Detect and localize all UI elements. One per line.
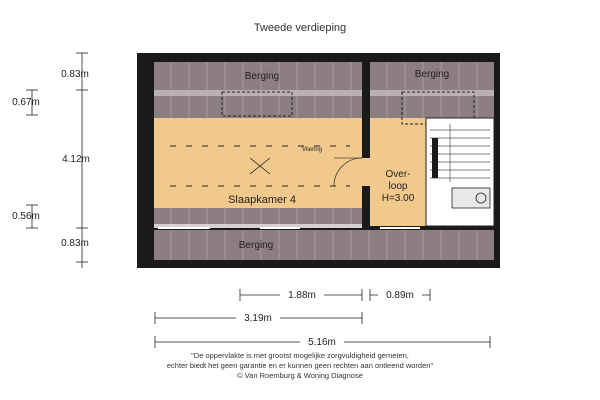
- dim-total-width: 5.16m: [308, 337, 336, 348]
- dim-overloop-partial: 0.89m: [386, 290, 414, 301]
- slope-bottom-left: [154, 208, 362, 226]
- slope-top-left: [154, 96, 362, 118]
- label-berging-top-right: Berging: [414, 69, 450, 80]
- dim-main: 4.12m: [62, 154, 90, 165]
- washbasin: [452, 188, 490, 208]
- dim-bottom-berging: 0.83m: [61, 238, 89, 249]
- dim-lower-step: 0.56m: [12, 211, 40, 222]
- disclaimer-line-1: "De oppervlakte is met grootst mogelijke zorgvuldigheid gemeten,: [191, 351, 409, 360]
- label-berging-top-left: Berging: [244, 71, 280, 82]
- floor-title: Tweede verdieping: [253, 22, 347, 34]
- label-slaapkamer: Slaapkamer 4: [228, 194, 296, 206]
- label-overloop-2: loop: [388, 181, 408, 192]
- label-overloop-1: Over-: [385, 169, 411, 180]
- disclaimer: [0, 351, 600, 381]
- disclaimer-line-3: © Van Roemburg & Woning Diagnose: [237, 371, 363, 380]
- dim-slaapkamer-width: 3.19m: [244, 313, 272, 324]
- label-overloop-height: H=3.00: [381, 193, 415, 204]
- dim-slaapkamer-partial: 1.88m: [288, 290, 316, 301]
- dim-upper-step: 0.67m: [12, 97, 40, 108]
- disclaimer-line-2: echter biedt het geen garantie en er kunnen geen rechten aan ontleend worden": [166, 361, 434, 370]
- dim-top-berging: 0.83m: [61, 69, 89, 80]
- partition-wall: [362, 62, 370, 230]
- berging-bottom-area: [154, 230, 494, 260]
- label-vliering: Vliering: [301, 147, 323, 153]
- label-berging-bottom: Berging: [238, 240, 274, 251]
